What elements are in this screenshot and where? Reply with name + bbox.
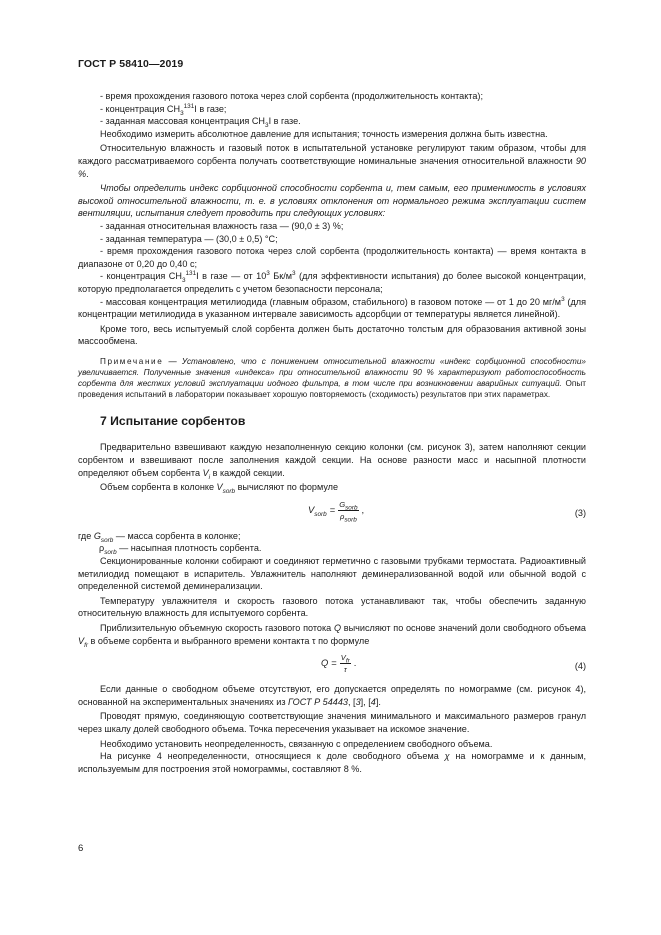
paragraph-sorption-index: Чтобы определить индекс сорбционной способности сорбента и, тем самым, его применимость в условиях высокой относительной влажности, т. е. в условиях отклонения от нормального режима эксплуатации систем вентиляции, испытания следует проводить при следующих условиях:: [78, 183, 586, 219]
paragraph-pressure: Необходимо измерить абсолютное давление для испытания; точность измерения должна быть известна.: [100, 128, 548, 139]
condition-methyl-iodide: - массовая концентрация метилиодида (главным образом, стабильного) в газовом потоке — от 1 до 20 $мг/м^3$ (для концентрации метилиодида в указанном интервале зависимость адсорбции от температуры является линейной).: [78, 295, 586, 320]
condition-contact-time: - время прохождения газового потока через слой сорбента (продолжительность контакта) — время контакта в диапазоне от 0,20 до 0,40 с;: [78, 246, 586, 269]
note-label: Примечание: [100, 356, 164, 366]
paragraph-uncertainty: Необходимо установить неопределенность, связанную с определением свободного объема.: [100, 738, 493, 749]
bullet-concentration: - концентрация $CH_3^{131}I$ в газе;: [100, 102, 227, 117]
condition-humidity: - заданная относительная влажность газа — (90,0 ± 3) %;: [100, 220, 344, 231]
formula-4-number: (4): [574, 661, 586, 672]
bullet-mass-concentration: - заданная массовая концентрация $CH_3I$ в газе.: [100, 116, 301, 129]
paragraph-flow-rate: Приблизительную объемную скорость газового потока Q вычисляют по основе значений доли свободного объема $V_{fr}$ в объеме сорбента и выбранного времени контакта τ по формуле: [78, 623, 586, 649]
formula-3: $V_{sorb}$ = $\frac{G_{sorb}}{\rho_{sorb}}$ , (3): [308, 499, 586, 524]
page-number: 6: [78, 843, 84, 854]
paragraph-humidity: Относительную влажность и газовый поток в испытательной установке регулируют таким образом, чтобы для каждого рассматриваемого сорбента получать соответствующие номинальные значения относительной влажности 90 %.: [78, 143, 586, 179]
standard-reference: ГОСТ Р 54443: [288, 696, 348, 707]
formula-3-number: (3): [574, 507, 586, 518]
paragraph-layer: Кроме того, весь испытуемый слой сорбента должен быть достаточно толстым для образования активной зоны массообмена.: [78, 323, 586, 347]
condition-temperature: - заданная температура — (30,0 ± 0,5) °C;: [100, 233, 278, 244]
paragraph-nomogram: Если данные о свободном объеме отсутствуют, его допускается определять по номограмме (см. рисунок 4), основанной на экспериментальных значениях из ГОСТ Р 54443, [3], [4].: [78, 684, 586, 707]
formula-4-fraction: $\frac{V_{fr}}{\tau}$: [340, 653, 350, 675]
condition-concentration: - концентрация $CH_3^{131}I$ в газе — от $10^3$ $Бк/м^3$ (для эффективности испытания) до более высокой концентрации, которую предполагается определить с учетом безопасности персонала;: [78, 270, 586, 294]
paragraph-humidifier: Температуру увлажнителя и скорость газового потока устанавливают так, чтобы обеспечить заданную относительную влажность для испытуемого сорбента.: [78, 595, 586, 619]
where-mass: где $G_{sorb}$ — масса сорбента в колонке;: [78, 530, 241, 544]
section-title: 7 Испытание сорбентов: [100, 413, 246, 428]
paragraph-figure-4: На рисунке 4 неопределенности, относящиеся к доле свободного объема χ на номограмме и к данным, используемым для построения этой номограммы, составляют 8 %.: [78, 751, 586, 774]
paragraph-line: Проводят прямую, соединяющую соответствующие значения минимального и максимального размеров гранул через шкалу долей свободного объема. Точка пересечения указывает на искомое значение.: [78, 711, 586, 734]
note: Примечание — Установлено, что с понижением относительной влажности «индекс сорбционной способности» увеличивается. Полученные значения «индекса» при относительной влажности 90 % характеризуют работоспособность сорбента для жестких условий эксплуатации иодного фильтра, в том числе при возникновении аварийных ситуаций. Опыт проведения испытаний в лаборатории показывает хорошую повторяемость (сходимость) результатов при этих параметрах.: [78, 356, 586, 399]
document-header: ГОСТ Р 58410—2019: [78, 58, 184, 70]
paragraph-volume-intro: Объем сорбента в колонке $V_{sorb}$ вычисляют по формуле: [100, 482, 339, 496]
page-content: [78, 90, 586, 775]
paragraph-assembly: Секционированные колонки собирают и соединяют герметично с газовыми трубками термостата. Радиоактивный метилиодид помещают в испаритель. Увлажнитель наполняют деминерализованной водой или обычной водой с определенной системой деминерализации.: [78, 556, 586, 592]
formula-4: Q = $\frac{V_{fr}}{\tau}$ . (4): [321, 653, 586, 675]
bullet-contact-time: - время прохождения газового потока через слой сорбента (продолжительность контакта);: [100, 91, 483, 101]
formula-3-fraction: $\frac{G_{sorb}}{\rho_{sorb}}$: [339, 499, 358, 524]
where-density: $\rho_{sorb}$ — насыпная плотность сорбента.: [99, 543, 262, 557]
paragraph-weighing: Предварительно взвешивают каждую незаполненную секцию колонки (см. рисунок 3), затем наполняют секции сорбентом и взвешивают после заполнения каждой секции. На основе разности масс и насыпной плотности определяют объем сорбента $V_i$ в каждой секции.: [78, 442, 586, 481]
